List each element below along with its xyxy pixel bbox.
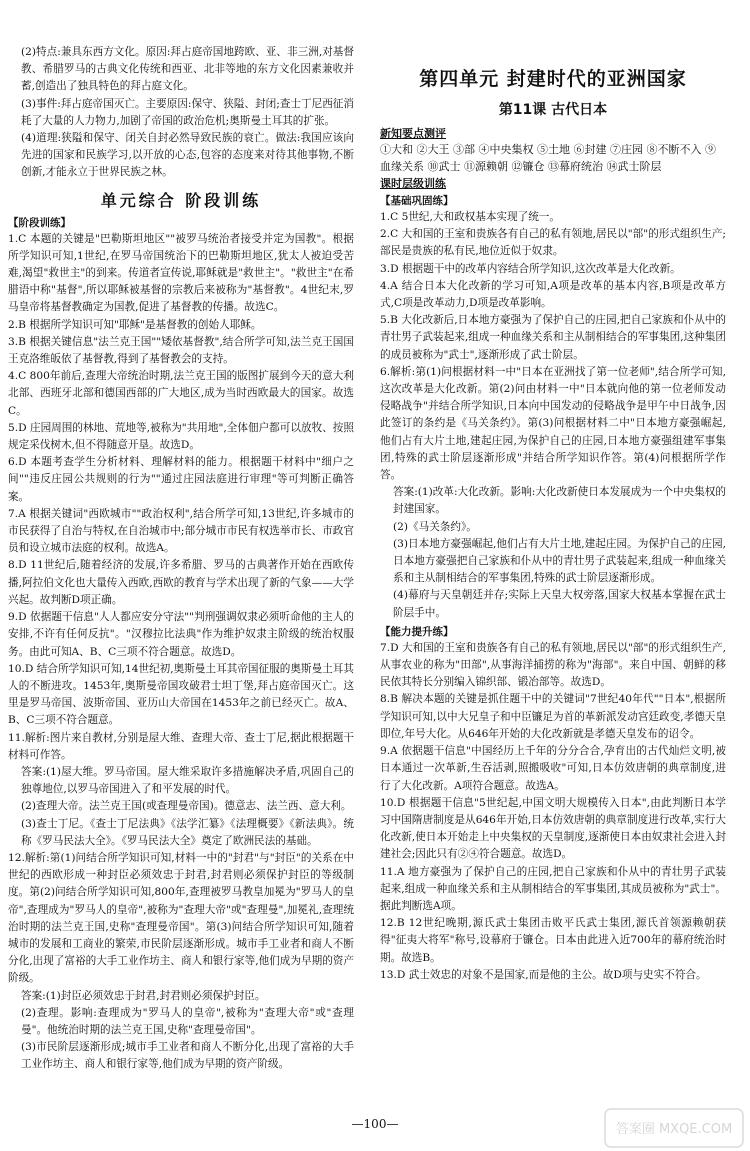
answer-item-5: 5.D 庄园周围的林地、荒地等,被称为"共用地",全体佃户都可以放牧、按照规定采伐树木,但不得随意开垦。故选D。 [8, 421, 354, 452]
basic-item-2: 2.C 大和国的王室和贵族各有自己的私有领地,居民以"部"的形式组织生产;部民是贵族的私有民,地位近似于奴隶。 [380, 228, 726, 258]
answer-6-part-2: (2)《马关条约》。 [393, 520, 477, 533]
basic-item-6: 6.解析:第(1)问根据材料一中"日本在亚洲找了第一位老师",结合所学可知,这次改革是大化改新。第(2)问由材料一中"日本就向他的第一位老师发动侵略战争"并结合所学知识,日本向中国发动的侵略战争是甲午中日战争,因此签订的条约是《马关条约》。第(3)问根据材料二中"日本地方豪强崛起,他们占有大片土地,建起庄园,为保护自己的庄园,日本地方豪强组建军事集团,特殊的武士阶层逐渐形成"并结合所学知识作答。第(4)问根据所学作答。 [380, 365, 726, 482]
section-stage-training: 【阶段训练】 [8, 216, 71, 229]
answer-11-part-2: (2)查理大帝。法兰克王国(或查理曼帝国)。德意志、法兰西、意大利。 [21, 800, 352, 813]
answer-item-6: 6.D 本题考查学生分析材料、理解材料的能力。根据题干材料中"细户之间""违反庄园公共规则的行为""通过庄园法庭进行审理"等可判断正确答案。 [8, 456, 354, 503]
answer-item-9: 9.D 依据题干信息"人人都应安分守法""判刑强调奴隶必须听命他的主人的安排,不许有任何反抗"。"汉穆拉比法典"作为维护奴隶主阶级的统治权服务。由此可知A、B、C三项不符合题意。故选D。 [8, 611, 354, 658]
answer-item-8: 8.D 11世纪后,随着经济的发展,许多希腊、罗马的古典著作开始在西欧传播,阿拉伯文化也大量传入西欧,西欧的教育与学术出现了新的气象——大学兴起。故判断D项正确。 [8, 559, 354, 606]
basic-item-3: 3.D 根据题干中的改革内容结合所学知识,这次改革是大化改新。 [380, 262, 681, 275]
answer-item-12: 12.解析:第(1)问结合所学知识可知,材料一中的"封君"与"封臣"的关系在中世纪的西欧形成一种封臣必须效忠于封君,封君则必须保护封臣的等级制度。第(2)问结合所学知识可知,800年,查理被罗马教皇加冕为"罗马人的皇帝",查理成为"罗马人的皇帝",被称为"查理大帝"或"查理曼",加冕礼,查理统治时期的法兰克王国,史称"查理曼帝国"。第(3)问结合所学知识可知,随着城市的发展和工商业的繁荣,市民阶层逐渐形成。城市手工业者和商人不断分化,出现了富裕的大手工业作坊主、商人和银行家等,他们成为早期的资产阶级。 [8, 851, 354, 985]
watermark-text: 答案圈 MXQE.COM [615, 1122, 733, 1137]
keyword-list: ①大和 ②大王 ③部 ④中央集权 ⑤土地 ⑥封建 ⑦庄园 ⑧不断不入 ⑨血缘关系 ⑩武士 ⑪源赖朝 ⑫镰仓 ⑬幕府统治 ⑭武士阶层 [380, 143, 716, 173]
answer-12-part-2: (2)查理。影响:查理成为"罗马人的皇帝",被称为"查理大帝"或"查理曼"。他统治时期的法兰克王国,史称"查理曼帝国"。 [21, 1006, 354, 1036]
answer-11-part-3: (3)查士丁尼。《查士丁尼法典》《法学汇纂》《法理概要》《新法典》。统称《罗马民法大全》。《罗马民法大全》奠定了欧洲民法的基础。 [21, 817, 354, 847]
ability-item-9: 9.A 依据题干信息"中国经历上千年的分分合合,孕育出的古代灿烂文明,被日本通过一次革新,生吞活剥,照搬吸收"可知,日本仿效唐朝的典章制度,进行了大化改新。A项符合题意。故选A。 [380, 745, 726, 792]
answer-12-part-1: 答案:(1)封臣必须效忠于封君,封君则必须保护封臣。 [21, 989, 266, 1002]
unit-summary-title: 单元综合 阶段训练 [100, 190, 262, 210]
answer-item-10: 10.D 结合所学知识可知,14世纪初,奥斯曼土耳其帝国征服的奥斯曼土耳其人的不断进攻。1453年,奥斯曼帝国攻破君士坦丁堡,拜占庭帝国灭亡。这里是罗马帝国、波斯帝国、亚历山大帝国在1453年之前已经灭亡。故A、B、C三项不符合题意。 [8, 662, 354, 727]
section-ability: 【能力提升练】 [380, 625, 454, 638]
answer-item-4: 4.C 800年前后,查理大帝统治时期,法兰克王国的版图扩展到今天的意大利北部、西班牙北部和德国西部的广大地区,成为当时西欧最大的国家。故选C。 [8, 370, 354, 417]
ability-item-7: 7.D 大和国的王室和贵族各有自己的私有领地,居民以"部"的形式组织生产,从事农业的称为"田部",从事海洋捕捞的称为"海部"。来自中国、朝鲜的移民依其特长分别编入锦织部、锻冶部等。故选D。 [380, 641, 726, 689]
section-basic: 【基础巩固练】 [380, 195, 454, 207]
basic-item-5: 5.B 大化改新后,日本地方豪强为了保护自己的庄园,把自己家族和仆从中的青壮男子武装起来,组成一种血缘关系和主从制相结合的军事集团,这种集团的成员被称为"武士",逐渐形成了武士阶层。 [380, 314, 726, 361]
basic-item-1: 1.C 5世纪,大和政权基本实现了统一。 [380, 211, 560, 223]
answer-item-1: 1.C 本题的关键是"巴勒斯坦地区""被罗马统治者接受并定为国教"。根据所学知识可知,1世纪,在罗马帝国统治下的巴勒斯坦地区,犹太人被迫受苦难,渴望"救世主"的到来。传道者宣传说,耶稣就是"救世主"。"救世主"在希腊语中称"基督",所以耶稣被基督的宗教后来被称为"基督教"。4世纪末,罗马皇帝将基督教确定为国教,促进了基督教的传播。故选C。 [8, 232, 354, 314]
right-column [380, 44, 726, 984]
answer-6-part-1: 答案:(1)改革:大化改新。影响:大化改新使日本发展成为一个中央集权的封建国家。 [393, 486, 726, 516]
section-new-knowledge: 新知要点测评 [380, 127, 446, 140]
ability-item-8: 8.B 解决本题的关键是抓住题干中的关键词"7世纪40年代""日本",根据所学知识可知,以中大兄皇子和中臣镰足为首的革新派发动宫廷政变,孝德天皇即位,年号大化。从646年开始的大化改新就是孝德天皇发布的诏令。 [380, 693, 726, 740]
left-top-para-1: (2)特点:兼具东西方文化。原因:拜占庭帝国地跨欧、亚、非三洲,对基督教、希腊罗马的古典文化传统和西亚、北非等地的东方文化因素兼收并蓄,创造出了独具特色的拜占庭文化。 [21, 46, 354, 93]
section-lesson-training: 课时层级训练 [380, 177, 446, 190]
left-top-para-3: (4)道理:狭隘和保守、闭关自封必然导致民族的衰亡。做法:我国应该向先进的国家和民族学习,以开放的心态,包容的态度来对待其他事物,不断创新,才能永立于世界民族之林。 [21, 132, 354, 179]
ability-item-10: 10.D 根据题干信息"5世纪起,中国文明大规模传入日本",由此判断日本学习中国隋唐制度是从646年开始,日本仿效唐朝的典章制度进行改革,实行大化改新,使日本开始走上中央集权的天皇制度,逐渐使日本由奴隶社会进入封建社会;因此只有②④符合题意。故选D。 [380, 796, 726, 861]
basic-item-4: 4.A 结合日本大化改新的学习可知,A项是改革的基本内容,B项是改革方式,C项是改革动力,D项是改革影响。 [380, 279, 726, 310]
unit-four-title: 第四单元 封建时代的亚洲国家 [419, 68, 687, 90]
left-top-para-2: (3)事件:拜占庭帝国灭亡。主要原因:保守、狭隘、封闭;查士丁尼西征消耗了大量的人力物力,加剧了帝国的政治危机;奥斯曼土耳其的扩张。 [21, 97, 354, 127]
answer-item-2: 2.B 根据所学知识可知"耶稣"是基督教的创始人耶稣。 [8, 318, 262, 331]
answer-item-7: 7.A 根据关键词"西欧城市""政治权利",结合所学可知,13世纪,许多城市的市民获得了自治与特权,在自治城市中;部分城市市民有权选举市长、市政官员和设立城市法庭的权利。故选A。 [8, 507, 354, 555]
ability-item-11: 11.A 地方豪强为了保护自己的庄园,把自己家族和仆从中的青壮男子武装起来,组成一种血缘关系和主从制相结合的军事集团,其成员被称为"武士"。据此判断选A项。 [380, 865, 726, 912]
left-column [8, 44, 354, 1074]
answer-6-part-4: (4)幕府与天皇朝廷并存;实际上天皇大权旁落,国家大权基本掌握在武士阶层手中。 [393, 589, 726, 619]
ability-item-13: 13.D 武士效忠的对象不是国家,而是他的主公。故D项与史实不符合。 [380, 968, 707, 981]
answer-11-part-1: 答案:(1)屋大维。罗马帝国。屋大维采取许多措施解决矛盾,巩固自己的独尊地位,以罗马帝国进入了和平发展的时代。 [21, 765, 354, 796]
answer-6-part-3: (3)日本地方豪强崛起,他们占有大片土地,建起庄园。为保护自己的庄园,日本地方豪强把自己家族和仆从中的青壮男子武装起来,组成一种血缘关系和主从制相结合的军事集团,特殊的武士阶层逐渐形成。 [393, 537, 726, 585]
answer-12-part-3: (3)市民阶层逐渐形成;城市手工业者和商人不断分化,出现了富裕的大手工业作坊主、商人和银行家等,他们成为早期的资产阶级。 [21, 1041, 354, 1071]
answer-item-11: 11.解析:图片来自教材,分别是屋大维、查理大帝、查士丁尼,据此根据题干材料可作答。 [8, 731, 354, 761]
page-number: —100— [351, 1117, 399, 1131]
lesson-11-title: 第11课 古代日本 [498, 102, 608, 118]
answer-item-3: 3.B 根据关键信息"法兰克王国""矮依基督教",结合所学可知,法兰克王国国王克洛维皈依了基督教,得到了基督教会的支持。 [8, 335, 354, 366]
ability-item-12: 12.B 12世纪晚期,源氏武士集团击败平氏武士集团,源氏首领源赖朝获得"征夷大将军"称号,设幕府于镰仓。日本由此进入近700年的幕府统治时期。故选B。 [380, 917, 726, 964]
watermark-logo-icon [604, 1108, 744, 1148]
